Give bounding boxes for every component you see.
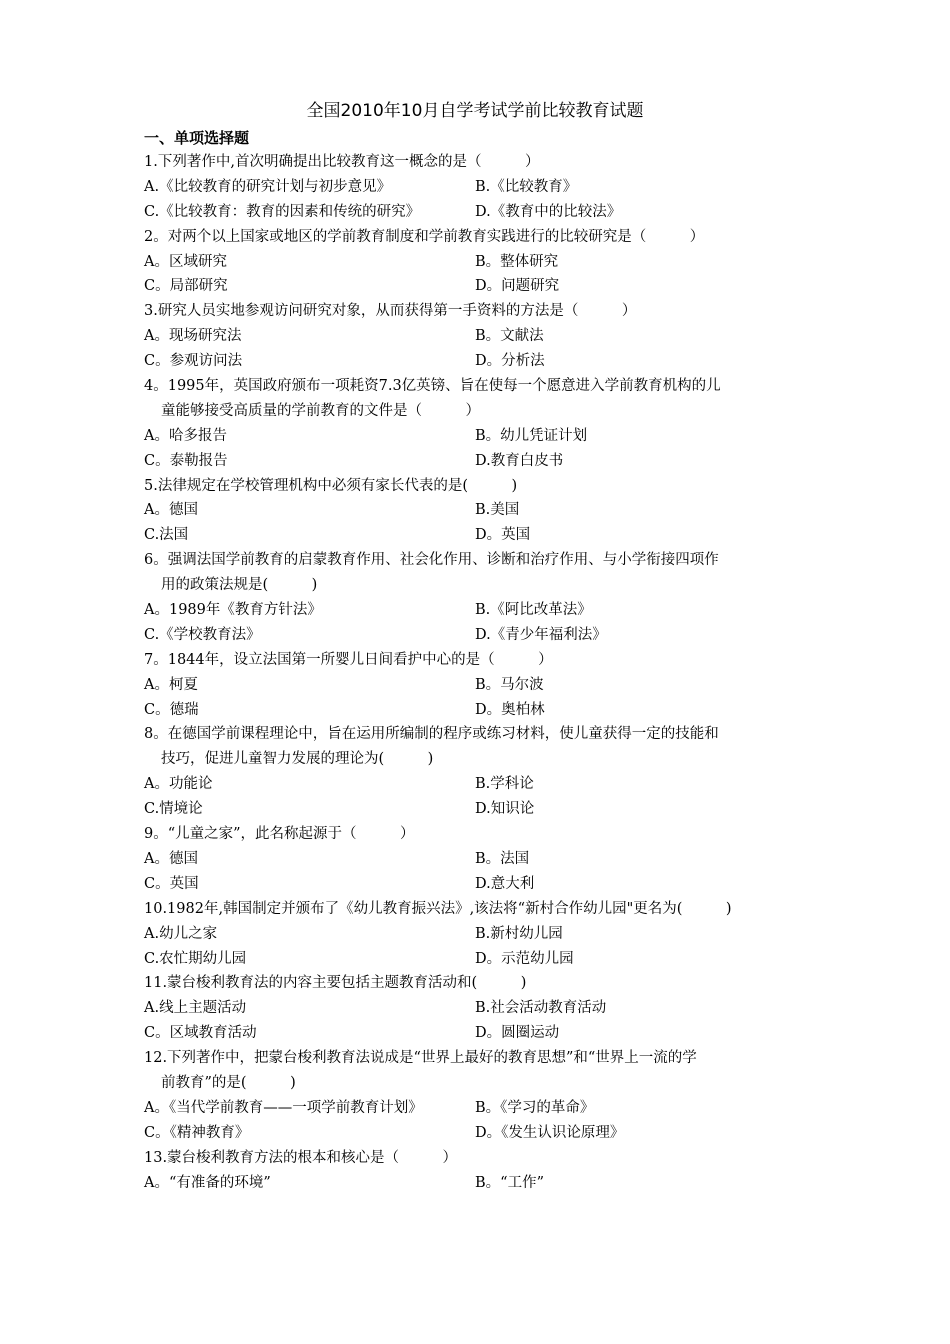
question-item: [144, 374, 814, 474]
question-stem: 3.研究人员实地参观访问研究对象，从而获得第一手资料的方法是（ ）: [144, 303, 637, 320]
option-row: [144, 1096, 814, 1121]
question-stem: 13.蒙台梭利教育方法的根本和核心是（ ）: [144, 1149, 458, 1166]
option-row: [144, 523, 814, 548]
answer-option: D。圆圈运动: [475, 1025, 560, 1042]
question-stem: 8。在德国学前课程理论中，旨在运用所编制的程序或练习材料，使儿童获得一定的技能和: [144, 726, 719, 743]
answer-option: B。“工作”: [475, 1174, 544, 1191]
answer-option: D.知识论: [475, 801, 535, 818]
answer-option: A.《比较教育的研究计划与初步意见》: [144, 178, 392, 195]
option-row: [144, 797, 814, 822]
question-item: [144, 474, 814, 549]
answer-option: D。问题研究: [475, 278, 560, 295]
answer-option: D。示范幼儿园: [475, 950, 574, 967]
answer-option: A。1989年《教育方针法》: [144, 602, 322, 619]
option-row: [144, 175, 814, 200]
question-stem: 6。强调法国学前教育的启蒙教育作用、社会化作用、诊断和治疗作用、与小学衔接四项作: [144, 552, 719, 569]
option-row: [144, 996, 814, 1021]
option-row: [144, 623, 814, 648]
answer-option: B。幼儿凭证计划: [475, 427, 588, 444]
option-row: [144, 200, 814, 225]
question-stem: 12.下列著作中，把蒙台梭利教育法说成是“世界上最好的教育思想”和“世界上一流的学: [144, 1050, 697, 1067]
question-stem: 童能够接受高质量的学前教育的文件是（ ）: [161, 402, 480, 419]
section-heading: 一、单项选择题: [144, 129, 250, 147]
question-item: [144, 897, 814, 972]
question-stem: 9。“儿童之家”，此名称起源于（ ）: [144, 826, 415, 843]
question-stem: 4。1995年，英国政府颁布一项耗资7.3亿英镑、旨在使每一个愿意进入学前教育机构的儿: [144, 378, 721, 395]
question-item: [144, 971, 814, 1046]
answer-option: A。德国: [144, 502, 198, 519]
answer-option: A.幼儿之家: [144, 925, 218, 942]
answer-option: C。区域教育活动: [144, 1025, 257, 1042]
option-row: [144, 698, 814, 723]
question-item: [144, 150, 814, 225]
answer-option: C。参观访问法: [144, 353, 243, 370]
answer-option: D.《青少年福利法》: [475, 626, 607, 643]
answer-option: A.线上主题活动: [144, 1000, 247, 1017]
answer-option: A。《当代学前教育——一项学前教育计划》: [144, 1099, 423, 1116]
question-item: [144, 648, 814, 723]
answer-option: C.农忙期幼儿园: [144, 950, 247, 967]
answer-option: C。《精神教育》: [144, 1124, 250, 1141]
answer-option: B.学科论: [475, 776, 534, 793]
answer-option: B。整体研究: [475, 253, 559, 270]
option-row: [144, 772, 814, 797]
answer-option: B.《比较教育》: [475, 178, 578, 195]
question-item: [144, 1146, 814, 1196]
question-stem: 2。对两个以上国家或地区的学前教育制度和学前教育实践进行的比较研究是（ ）: [144, 228, 705, 245]
answer-option: D.《教育中的比较法》: [475, 203, 622, 220]
answer-option: C。英国: [144, 875, 199, 892]
option-row: [144, 1121, 814, 1146]
answer-option: A。功能论: [144, 776, 213, 793]
answer-option: B.美国: [475, 502, 520, 519]
answer-option: C。局部研究: [144, 278, 228, 295]
question-item: [144, 822, 814, 897]
answer-option: B.新村幼儿园: [475, 925, 563, 942]
answer-option: C.情境论: [144, 801, 203, 818]
option-row: [144, 274, 814, 299]
answer-option: B.社会活动教育活动: [475, 1000, 607, 1017]
option-row: [144, 872, 814, 897]
answer-option: A。“有准备的环境”: [144, 1174, 271, 1191]
answer-option: D。《发生认识论原理》: [475, 1124, 625, 1141]
answer-option: B。文献法: [475, 328, 544, 345]
question-list: [144, 150, 814, 1195]
answer-option: D.教育白皮书: [475, 452, 564, 469]
answer-option: C.《比较教育：教育的因素和传统的研究》: [144, 203, 421, 220]
question-stem: 技巧，促进儿童智力发展的理论为( ): [161, 751, 434, 768]
answer-option: C.法国: [144, 527, 189, 544]
answer-option: A。现场研究法: [144, 328, 242, 345]
answer-option: B。《学习的革命》: [475, 1099, 595, 1116]
question-stem: 10.1982年,韩国制定并颁布了《幼儿教育振兴法》,该法将“新村合作幼儿园"更名为( ): [144, 900, 732, 917]
option-row: [144, 449, 814, 474]
answer-option: D.意大利: [475, 875, 535, 892]
question-stem: 前教育”的是( ): [161, 1074, 296, 1091]
answer-option: B。马尔波: [475, 676, 544, 693]
question-stem: 用的政策法规是( ): [161, 577, 318, 594]
option-row: [144, 424, 814, 449]
option-row: [144, 947, 814, 972]
option-row: [144, 250, 814, 275]
question-stem: 1.下列著作中,首次明确提出比较教育这一概念的是（ ）: [144, 154, 540, 170]
option-row: [144, 673, 814, 698]
question-item: [144, 225, 814, 300]
option-row: [144, 847, 814, 872]
question-item: [144, 1046, 814, 1146]
question-stem: 11.蒙台梭利教育法的内容主要包括主题教育活动和( ): [144, 975, 527, 992]
answer-option: A。德国: [144, 850, 198, 867]
question-stem: 5.法律规定在学校管理机构中必须有家长代表的是( ): [144, 477, 518, 494]
question-item: [144, 722, 814, 822]
option-row: [144, 1171, 814, 1196]
question-stem: 7。1844年，设立法国第一所婴儿日间看护中心的是（ ）: [144, 651, 553, 668]
answer-option: B。法国: [475, 850, 530, 867]
answer-option: D。分析法: [475, 353, 545, 370]
option-row: [144, 1021, 814, 1046]
answer-option: D。奥柏林: [475, 701, 545, 718]
option-row: [144, 922, 814, 947]
answer-option: D。英国: [475, 527, 531, 544]
answer-option: C。德瑞: [144, 701, 199, 718]
answer-option: A。柯夏: [144, 676, 198, 693]
option-row: [144, 349, 814, 374]
answer-option: A。哈多报告: [144, 427, 227, 444]
option-row: [144, 324, 814, 349]
question-item: [144, 548, 814, 648]
option-row: [144, 498, 814, 523]
option-row: [144, 598, 814, 623]
question-item: [144, 299, 814, 374]
answer-option: C.《学校教育法》: [144, 626, 261, 643]
answer-option: B.《阿比改革法》: [475, 602, 592, 619]
answer-option: C。泰勒报告: [144, 452, 228, 469]
answer-option: A。区域研究: [144, 253, 227, 270]
page-title: 全国2010年10月自学考试学前比较教育试题: [306, 101, 644, 121]
